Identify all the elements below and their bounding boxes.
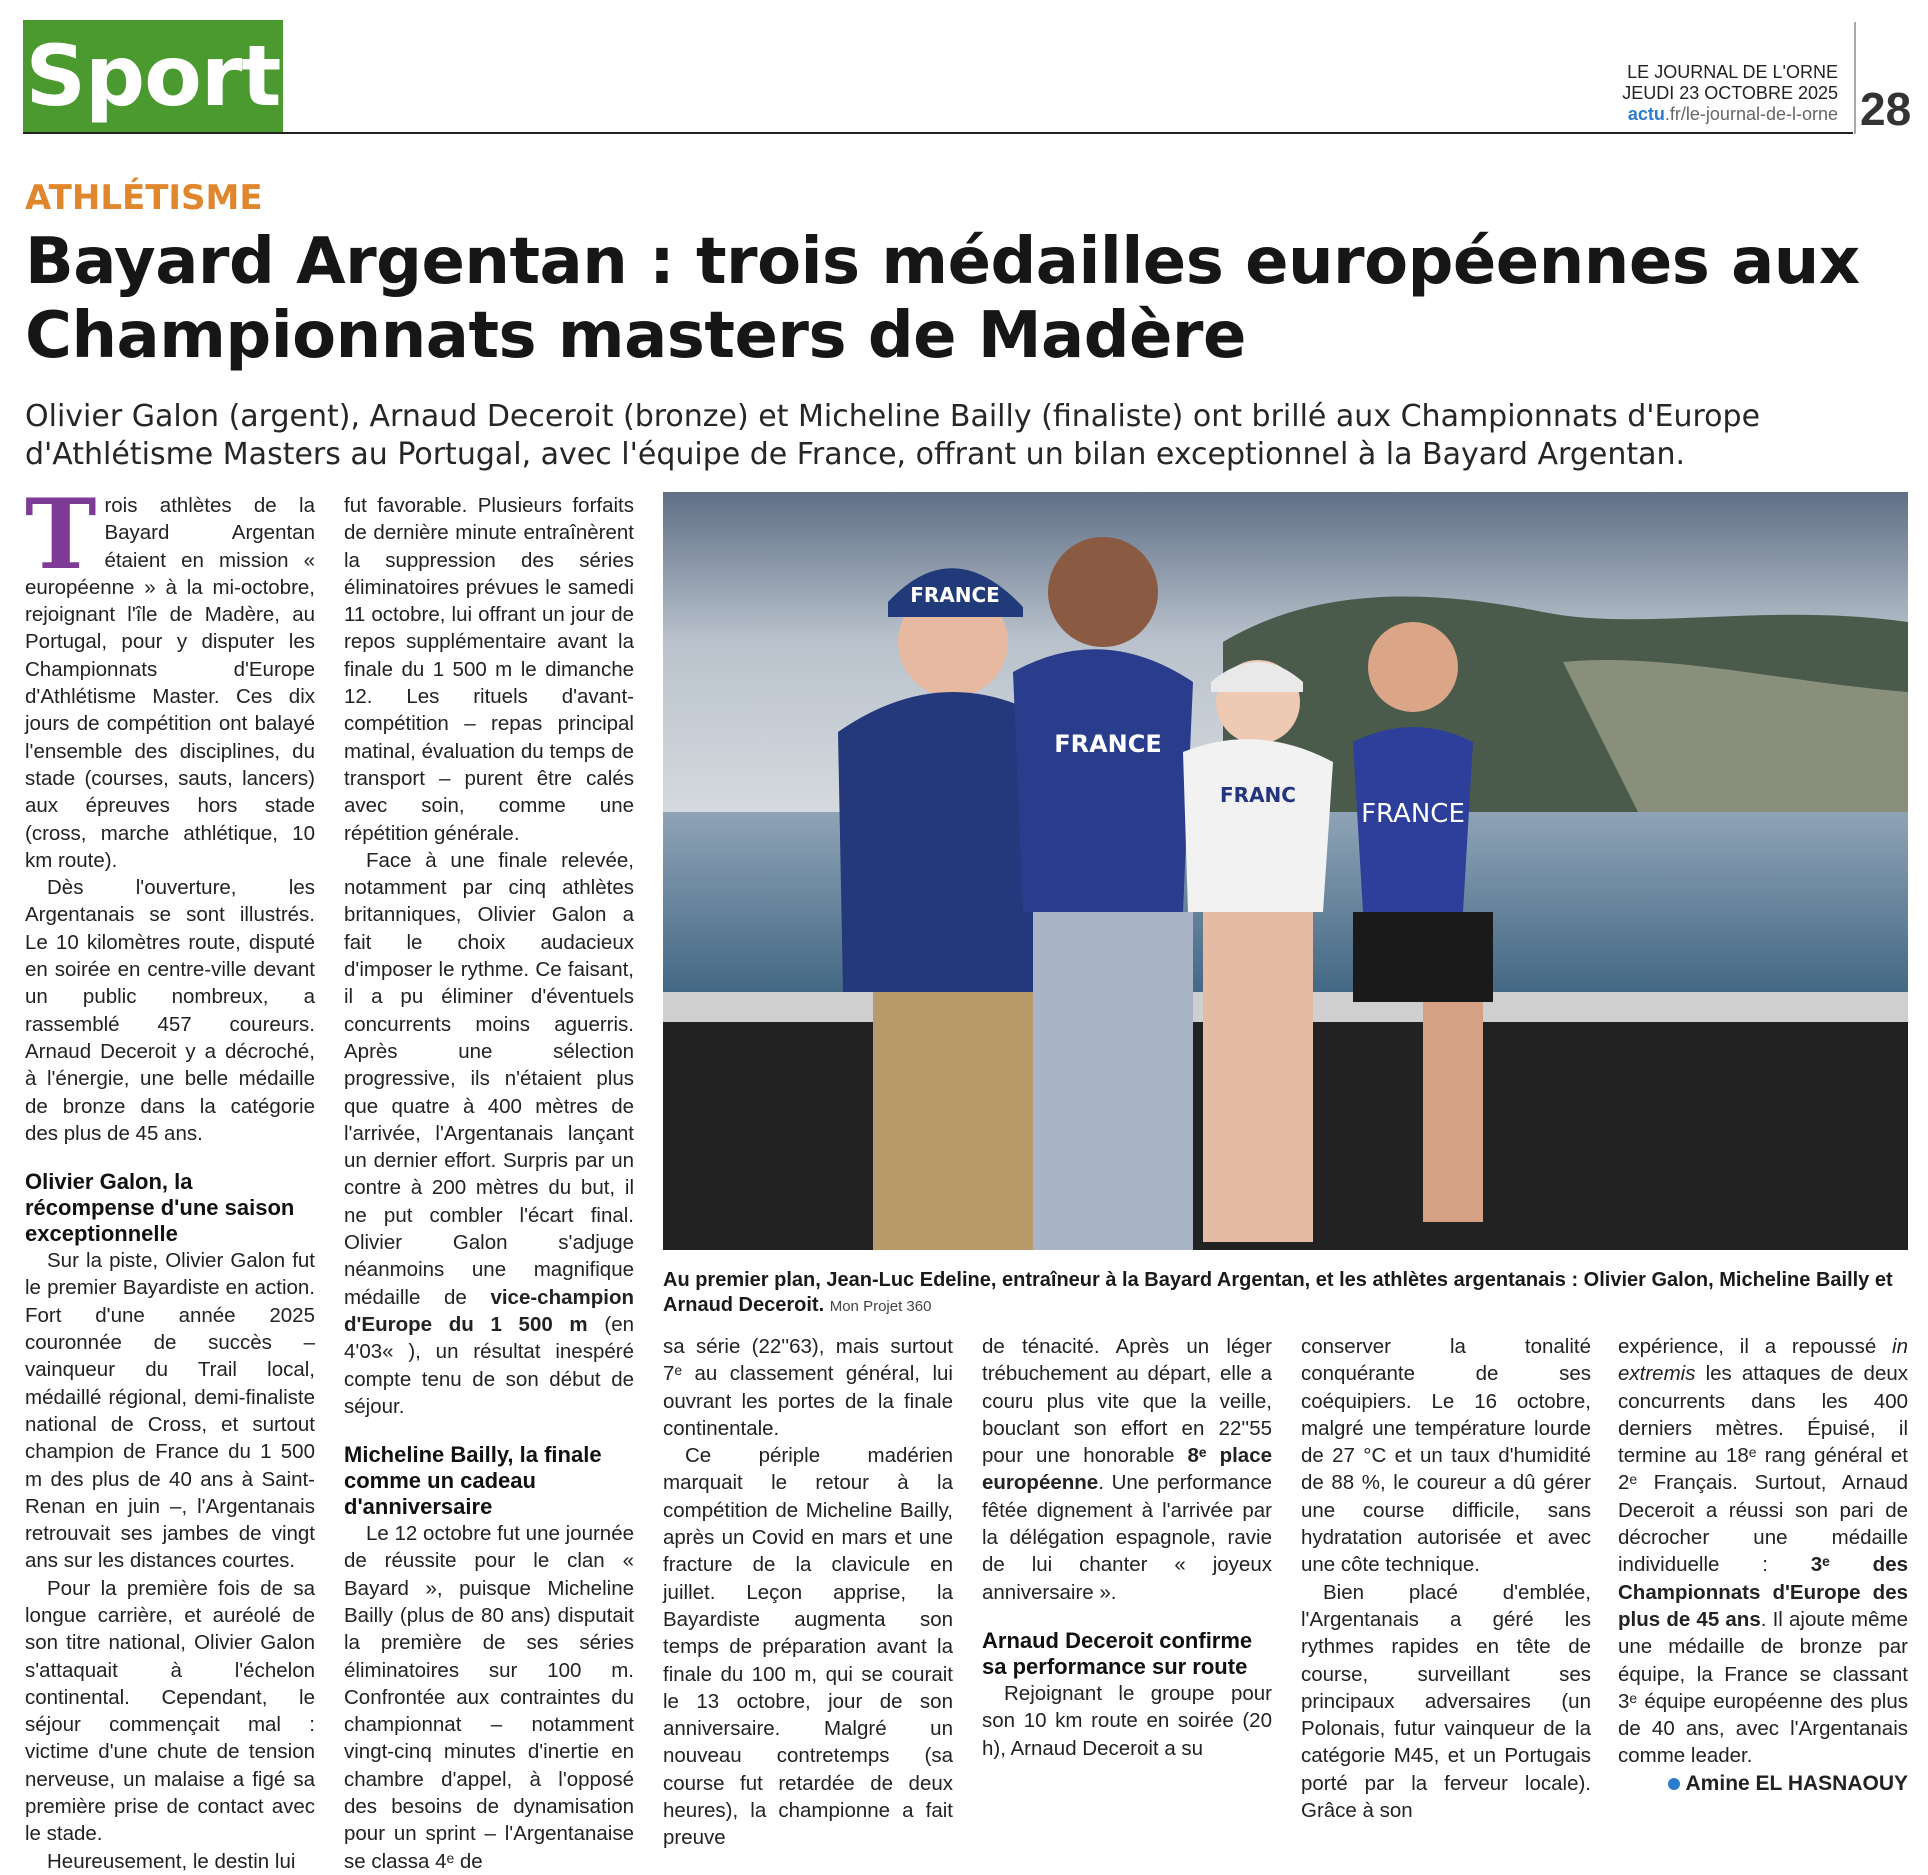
masthead xyxy=(1622,62,1838,125)
paragraph: Face à une finale relevée, notamment par cinq athlètes britanniques, Olivier Galon a fait le choix audacieux d'imposer le rythme. Ce faisant, il a pu éliminer d'éventuels concurrents moins aguerris. Après une sélection progressive, ils n'étaient plus que quatre à 400 mètres de l'arrivée, l'Argentanais lançant un dernier effort. Surpris par un contre à 200 mètres du but, il ne put combler l'écart final. Olivier Galon s'adjuge néanmoins une magnifique médaille de vice-champion d'Europe du 1 500 m (en 4'03« ), un résultat inespéré compte tenu de son début de séjour. xyxy=(344,848,634,1418)
subheading: Micheline Bailly, la finale comme un cadeau d'anniversaire xyxy=(344,1442,602,1520)
paragraph: Trois athlètes de la Bayard Argentan étaient en mission « européenne » à la mi-octobre, rejoignant l'île de Madère, au Portugal, pour y disputer les Championnats d'Europe d'Athlétisme Master. Ces dix jours de compétition ont balayé l'ensemble des disciplines, du stade (courses, sauts, lancers) aux épreuves hors stade (cross, marche athlétique, 10 km route). xyxy=(25,478,315,872)
article-photo xyxy=(663,492,1908,1250)
article-kicker: ATHLÉTISME xyxy=(25,178,263,218)
paragraph: Rejoignant le groupe pour son 10 km route en soirée (20 h), Arnaud Deceroit a su xyxy=(982,1681,1272,1760)
issue-date: JEUDI 23 OCTOBRE 2025 xyxy=(1622,83,1838,103)
article-headline: Bayard Argentan : trois médailles européennes aux Championnats masters de Madère xyxy=(25,225,1860,373)
byline: Amine EL HASNAOUY xyxy=(1668,1772,1908,1796)
article-column-6 xyxy=(1618,1333,1908,1770)
paragraph: Bien placé d'emblée, l'Argentanais a géré les rythmes rapides en tête de course, surveillant ses principaux adversaires (un Polonais, futur vainqueur de la catégorie M45, et un Portugais porté par la ferveur locale). Grâce à son xyxy=(1301,1580,1591,1823)
cap-text: FRANCE xyxy=(910,583,1000,607)
paragraph: conserver la tonalité conquérante de ses coéquipiers. Le 16 octobre, malgré une température lourde de 27 °C et un taux d'humidité de 88 %, le coureur a dû gérer une course difficile, sans hydratation autorisée et avec une côte technique. xyxy=(1301,1335,1591,1577)
paragraph: Sur la piste, Olivier Galon fut le premier Bayardiste en action. Fort d'une année 2025 couronnée de succès – vainqueur du Trail local, médaillé régional, demi-finaliste national de Cross, et surtout champion de France du 1 500 m des plus de 40 ans à Saint-Renan en juin –, l'Argentanais retrouvait ses jambes de vingt ans sur les distances courtes. xyxy=(25,1249,315,1573)
photo-caption: Au premier plan, Jean-Luc Edeline, entraîneur à la Bayard Argentan, et les athlètes argentanais : Olivier Galon, Micheline Bailly et Arnaud Deceroit. Mon Projet 360 xyxy=(663,1269,1893,1316)
paragraph: Pour la première fois de sa longue carrière, et auréolé de son titre national, Olivier Galon s'attaquait à l'échelon continental. Cependant, le séjour commençait mal : victime d'une chute de tension nerveuse, un malaise a figé sa première prise de contact avec le stade. xyxy=(25,1576,315,1846)
highlight: vice-champion d'Europe du 1 500 m xyxy=(344,1285,634,1336)
url-accent: actu xyxy=(1627,104,1665,124)
shirt-text-olivier: FRANCE xyxy=(1054,730,1162,758)
subheading: Olivier Galon, la récompense d'une saison exceptionnelle xyxy=(25,1169,295,1247)
header-divider xyxy=(1854,22,1856,134)
article-column-2 xyxy=(344,492,634,1875)
byline-dot-icon xyxy=(1668,1778,1680,1790)
url-rest: .fr/le-journal-de-l-orne xyxy=(1664,104,1838,124)
photo-credit: Mon Projet 360 xyxy=(829,1298,932,1315)
paragraph: Heureusement, le destin lui xyxy=(47,1849,296,1873)
shirt-text-arnaud: FRANCE xyxy=(1361,799,1465,829)
shirt-text-micheline: FRANC xyxy=(1220,783,1296,807)
paper-url[interactable] xyxy=(1622,104,1838,125)
article-column-4 xyxy=(982,1333,1272,1762)
highlight: 8ᵉ place européenne xyxy=(982,1444,1272,1495)
paragraph: de ténacité. Après un léger trébuchement au départ, elle a couru plus vite que la veille, bouclant son effort en 22''55 pour une honorable 8ᵉ place européenne. Une performance fêtée dignement à l'arrivée par la délégation espagnole, ravie de lui chanter « joyeux anniversaire ». xyxy=(982,1335,1272,1604)
highlight: 3ᵉ des Championnats d'Europe des plus de 45 ans xyxy=(1618,1553,1908,1631)
subheading: Arnaud Deceroit confirme sa performance sur route xyxy=(982,1627,1253,1679)
paragraph: fut favorable. Plusieurs forfaits de dernière minute entraînèrent la suppression des séries éliminatoires prévues le samedi 11 octobre, lui offrant un jour de repos supplémentaire avant la finale du 1 500 m le dimanche 12. Les rituels d'avant-compétition – repas principal matinal, évaluation du temps de transport – purent être calés avec soin, comme une répétition générale. xyxy=(344,494,634,845)
paragraph: sa série (22''63), mais surtout 7ᵉ au classement général, lui ouvrant les portes de la finale continentale. xyxy=(663,1335,953,1440)
article-column-3 xyxy=(663,1333,953,1852)
paragraph: Ce périple madérien marquait le retour à la compétition de Micheline Bailly, après un Covid en mars et une fracture de la clavicule en juillet. Leçon apprise, la Bayardiste augmenta son temps de préparation avant la finale du 100 m, qui se courait le 13 octobre, jour de son anniversaire. Malgré un nouveau contretemps (sa course fut retardée de deux heures), la championne a fait preuve xyxy=(663,1444,953,1850)
drop-cap: T xyxy=(25,478,97,591)
article-column-5 xyxy=(1301,1333,1591,1824)
italic-phrase: in extremis xyxy=(1618,1335,1908,1386)
article-standfirst: Olivier Galon (argent), Arnaud Deceroit (bronze) et Micheline Bailly (finaliste) ont brillé aux Championnats d'Europe d'Athlétisme Masters au Portugal, avec l'équipe de France, offrant un bilan exceptionnel à la Bayard Argentan. xyxy=(25,399,1761,472)
paragraph: expérience, il a repoussé in extremis les attaques de deux concurrents dans les 400 derniers mètres. Épuisé, il termine au 18ᵉ rang général et 2ᵉ Français. Surtout, Arnaud Deceroit a réussi son pari de décrocher une médaille individuelle : 3ᵉ des Championnats d'Europe des plus de 45 ans. Il ajoute même une médaille de bronze par équipe, la France se classant 3ᵉ équipe européenne des plus de 40 ans, avec l'Argentanais comme leader. xyxy=(1618,1335,1908,1768)
article-column-1 xyxy=(25,478,315,1875)
paragraph: Dès l'ouverture, les Argentanais se sont illustrés. Le 10 kilomètres route, disputé en soirée en centre-ville devant un public nombreux, a rassemblé 457 coureurs. Arnaud Deceroit y a décroché, à l'énergie, une belle médaille de bronze dans la catégorie des plus de 45 ans. xyxy=(25,876,315,1145)
paragraph: Le 12 octobre fut une journée de réussite pour le clan « Bayard », puisque Micheline Bailly (plus de 80 ans) disputait la première de ses séries éliminatoires sur 100 m. Confrontée aux contraintes du championnat – notamment vingt-cinq minutes d'inertie en chambre d'appel, à l'opposé des besoins de dynamisation pour un sprint – l'Argentanaise se classa 4ᵉ de xyxy=(344,1522,634,1873)
page-number: 28 xyxy=(1860,83,1912,135)
section-badge: Sport xyxy=(23,20,283,132)
paper-name: LE JOURNAL DE L'ORNE xyxy=(1627,62,1838,82)
header-rule xyxy=(23,132,1853,134)
